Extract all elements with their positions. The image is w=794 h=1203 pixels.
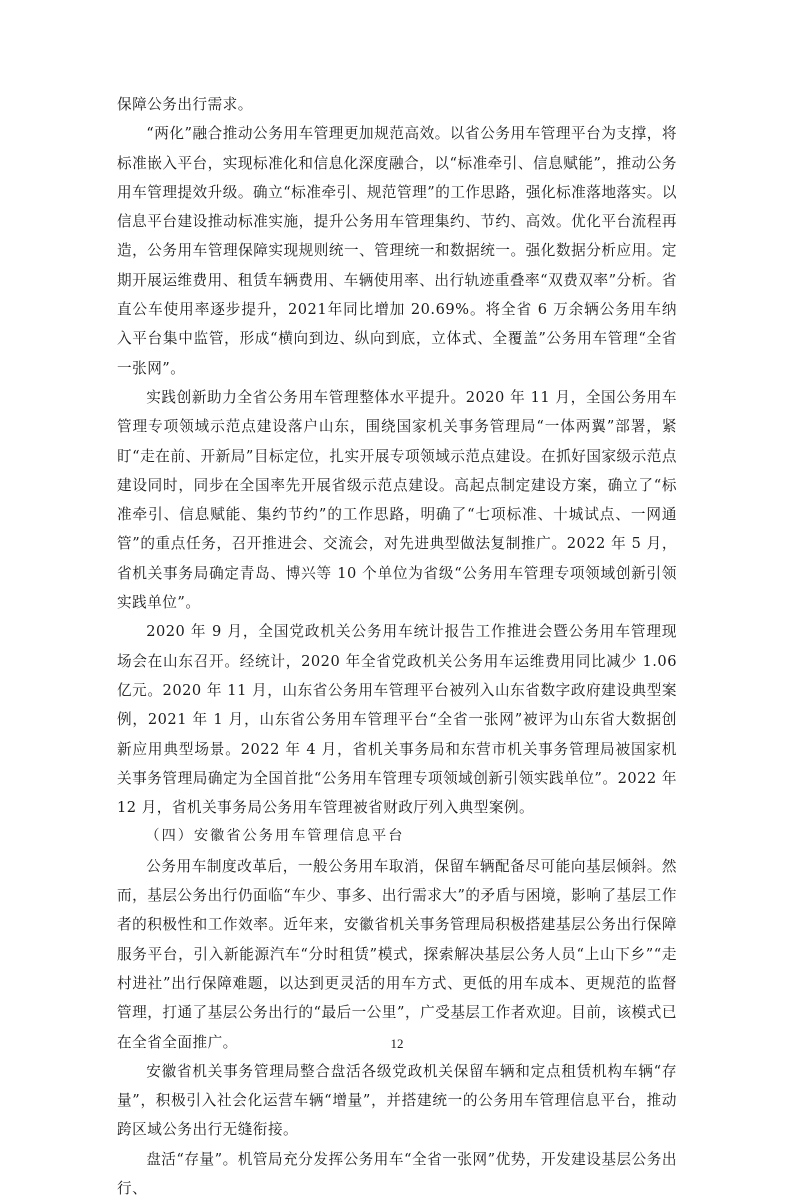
section-heading-anhui: （四）安徽省公务用车管理信息平台 [145,828,405,845]
page-number: 12 [390,1036,404,1051]
paragraph-continued: 保障公务出行需求。 [117,96,253,113]
paragraph-shandong-achievements: 2020 年 9 月，全国党政机关公务用车统计报告工作推进会暨公务用车管理现场会在山东召开。经统计，2020 年全省党政机关公务用车运维费用同比减少 1.06 亿元。2020 年 11 月，山东省公务用车管理平台被列入山东省数字政府建设典型案例，2021 年 1 月，山东省公务用车管理平台“全省一张网”被评为山东省大数据创新应用典型场景。2022 年 4 月，省机关事务局和东营市机关事务管理局被国家机关事务管理局确定为全国首批“公务用车管理专项领域创新引领实践单位”。2022 年 12 月，省机关事务局公务用车管理被省财政厅列入典型案例。 [117,623,677,817]
paragraph-standardization-informatization: “两化”融合推动公务用车管理更加规范高效。以省公务用车管理平台为支撑，将标准嵌入平台，实现标准化和信息化深度融合，以“标准牵引、信息赋能”，推动公务用车管理提效升级。确立“标准牵引、规范管理”的工作思路，强化标准落地落实。以信息平台建设推动标准实施，提升公务用车管理集约、节约、高效。优化平台流程再造，公务用车管理保障实现规则统一、管理统一和数据统一。强化数据分析应用。定期开展运维费用、租赁车辆费用、车辆使用率、出行轨迹重叠率“双费双率”分析。省直公车使用率逐步提升，2021年同比增加 20.69%。将全省 6 万余辆公务用车纳入平台集中监管，形成“横向到边、纵向到底，立体式、全覆盖”公务用车管理“全省一张网”。 [117,125,677,377]
paragraph-anhui-integration: 安徽省机关事务管理局整合盘活各级党政机关保留车辆和定点租赁机构车辆“存量”，积极引入社会化运营车辆“增量”，并搭建统一的公务用车管理信息平台，推动跨区域公务出行无缝衔接。 [117,1062,677,1139]
paragraph-anhui-background: 公务用车制度改革后，一般公务用车取消，保留车辆配备尽可能向基层倾斜。然而，基层公务出行仍面临“车少、事多、出行需求大”的矛盾与困境，影响了基层工作者的积极性和工作效率。近年来，安徽省机关事务管理局积极搭建基层公务出行保障服务平台，引入新能源汽车“分时租赁”模式，探索解决基层公务人员“上山下乡”“走村进社”出行保障难题，以达到更灵活的用车方式、更低的用车成本、更规范的监督管理，打通了基层公务出行的“最后一公里”，广受基层工作者欢迎。目前，该模式已在全省全面推广。 [117,857,677,1051]
paragraph-revitalize-stock: 盘活“存量”。机管局充分发挥公务用车“全省一张网”优势，开发建设基层公务出行、 [117,1150,677,1197]
paragraph-practice-innovation: 实践创新助力全省公务用车管理整体水平提升。2020 年 11 月，全国公务用车管理专项领域示范点建设落户山东，围绕国家机关事务管理局“一体两翼”部署，紧盯“走在前、开新局”目标定位，扎实开展专项领域示范点建设。在抓好国家级示范点建设同时，同步在全国率先开展省级示范点建设。高起点制定建设方案，确立了“标准牵引、信息赋能、集约节约”的工作思路，明确了“七项标准、十城试点、一网通管”的重点任务，召开推进会、交流会，对先进典型做法复制推广。2022 年 5 月，省机关事务局确定青岛、博兴等 10 个单位为省级“公务用车管理专项领域创新引领实践单位”。 [117,388,677,612]
